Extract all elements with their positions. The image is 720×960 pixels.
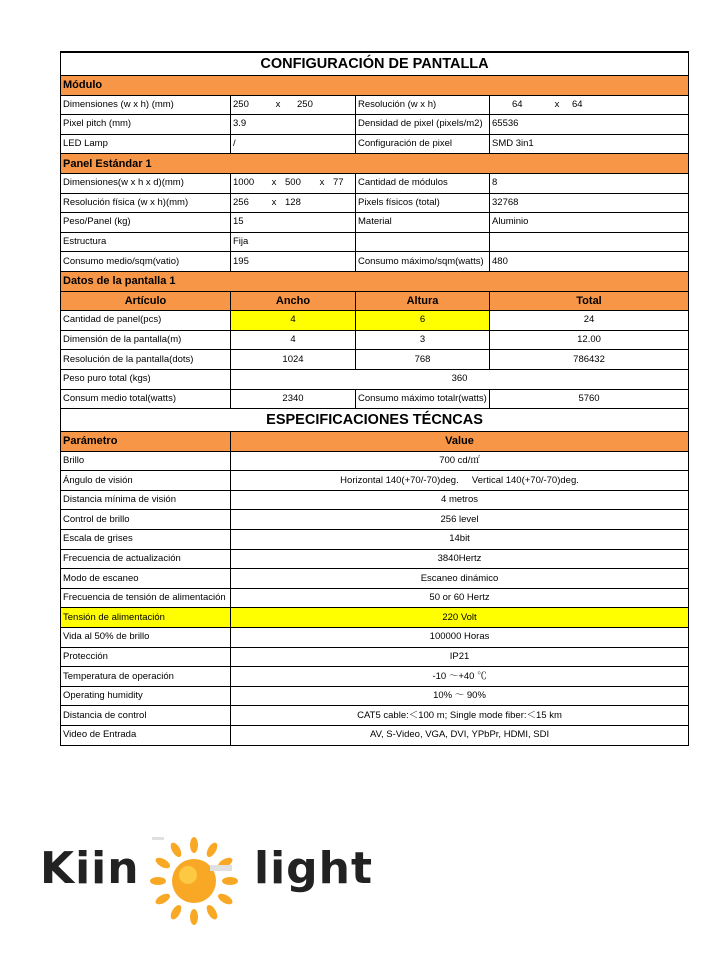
row-value: 2340 [231,389,356,409]
spec-value: 100000 Horas [231,628,689,648]
row-value: 3 [356,330,490,350]
spec-value: CAT5 cable:＜100 m; Single mode fiber:＜15 km [231,706,689,726]
spec-param: Video de Entrada [61,726,231,746]
row-value: 65536 [490,115,689,135]
row-label: Resolución de la pantalla(dots) [61,350,231,370]
row-label: Consum medio total(watts) [61,389,231,409]
row-label: Cantidad de panel(pcs) [61,311,231,331]
spec-param: Vida al 50% de brillo [61,628,231,648]
spec-param: Operating humidity [61,686,231,706]
spec-row [61,490,689,510]
spec-param: Distancia mínima de visión [61,490,231,510]
table-row [61,115,689,135]
config-table [60,51,689,746]
row-label: Densidad de pixel (pixels/m2) [356,115,490,135]
spec-value: 220 Volt [231,608,689,628]
table-row [61,134,689,154]
table-row [61,173,689,193]
panel-header: Panel Estándar 1 [61,154,689,174]
row-label: Estructura [61,232,231,252]
spec-column-headers [61,432,689,452]
row-value: 4 [231,330,356,350]
spec-param: Frecuencia de tensión de alimentación [61,588,231,608]
table-row [61,311,689,331]
row-label: Consumo máximo/sqm(watts) [356,252,490,272]
spec-value: 4 metros [231,490,689,510]
spec-value: 256 level [231,510,689,530]
row-label: Configuración de pixel [356,134,490,154]
spec-value: 14bit [231,530,689,550]
modulo-section [61,76,689,96]
module-dimensions-value: 250 x 250 [231,95,356,115]
spec-value: IP21 [231,647,689,667]
row-value: 3.9 [231,115,356,135]
row-label: Peso/Panel (kg) [61,213,231,233]
spec-row [61,549,689,569]
row-label: Resolución (w x h) [356,95,490,115]
row-label: Pixel pitch (mm) [61,115,231,135]
logo-word-right: light [254,843,374,894]
row-label [356,232,490,252]
spec-value: 700 cd/㎡ [231,451,689,471]
spec-param: Escala de grises [61,530,231,550]
spec-value: AV, S-Video, VGA, DVI, YPbPr, HDMI, SDI [231,726,689,746]
spec-row [61,608,689,628]
spec-value: Escaneo dinámico [231,569,689,589]
spec-row [61,628,689,648]
row-value: 360 [231,369,689,389]
row-label: Consumo medio/sqm(vatio) [61,252,231,272]
spec-value: 50 or 60 Hertz [231,588,689,608]
spec-row [61,530,689,550]
table-row [61,232,689,252]
row-value: 24 [490,311,689,331]
spec-param: Ángulo de visión [61,471,231,491]
row-label: Consumo máximo totalr(watts) [356,389,490,409]
spec-row [61,726,689,746]
row-label: Peso puro total (kgs) [61,369,231,389]
row-value [490,232,689,252]
row-value: 5760 [490,389,689,409]
row-value: 768 [356,350,490,370]
table-row [61,95,689,115]
column-header: Value [231,432,689,452]
spec-param: Tensión de alimentación [61,608,231,628]
table-row [61,350,689,370]
highlighted-cell: 4 [231,311,356,331]
spec-value: Horizontal 140(+70/-70)deg. Vertical 140(+70/-70)deg. [231,471,689,491]
column-header: Altura [356,291,490,311]
table-row [61,330,689,350]
spec-param: Control de brillo [61,510,231,530]
spec-row [61,686,689,706]
table-row [61,213,689,233]
column-header: Artículo [61,291,231,311]
spec-param: Protección [61,647,231,667]
logo-word-left: Kiin [40,843,140,894]
table-row [61,252,689,272]
row-value: SMD 3in1 [490,134,689,154]
spec-row [61,647,689,667]
row-value: Aluminio [490,213,689,233]
spec-param: Temperatura de operación [61,667,231,687]
spec-row [61,471,689,491]
row-label: Dimensiones (w x h) (mm) [61,95,231,115]
spec-title: ESPECIFICACIONES TÉCNCAS [61,409,689,432]
spec-row [61,510,689,530]
row-label: Resolución física (w x h)(mm) [61,193,231,213]
row-value: 8 [490,173,689,193]
table-row [61,193,689,213]
row-label: LED Lamp [61,134,231,154]
panel-dimensions-value: 1000 x 500 x 77 [231,173,356,193]
spec-param: Modo de escaneo [61,569,231,589]
row-value: 1024 [231,350,356,370]
spec-value: -10 ～+40 ℃ [231,667,689,687]
spec-row [61,451,689,471]
column-header: Ancho [231,291,356,311]
spec-title-row [61,409,689,432]
datos-section [61,271,689,291]
row-value: 32768 [490,193,689,213]
spec-value: 3840Hertz [231,549,689,569]
datos-header: Datos de la pantalla 1 [61,271,689,291]
highlighted-cell: 6 [356,311,490,331]
module-resolution-value: 64 x 64 [490,95,689,115]
spec-rows [61,451,689,745]
spec-row [61,706,689,726]
row-value: 195 [231,252,356,272]
spec-param: Brillo [61,451,231,471]
row-label: Cantidad de módulos [356,173,490,193]
spec-row [61,667,689,687]
spec-param: Distancia de control [61,706,231,726]
sun-icon [144,835,244,925]
row-label: Material [356,213,490,233]
row-label: Dimensiones(w x h x d)(mm) [61,173,231,193]
row-value: Fija [231,232,356,252]
row-label: Pixels físicos (total) [356,193,490,213]
spec-param: Frecuencia de actualización [61,549,231,569]
row-value: 15 [231,213,356,233]
spec-row [61,588,689,608]
spec-value: 10% ～ 90% [231,686,689,706]
spec-row [61,569,689,589]
row-value: / [231,134,356,154]
row-label: Dimensión de la pantalla(m) [61,330,231,350]
panel-resolution-value: 256 x 128 [231,193,356,213]
datos-column-headers [61,291,689,311]
modulo-header: Módulo [61,76,689,96]
row-value: 480 [490,252,689,272]
table-row [61,369,689,389]
column-header: Parámetro [61,432,231,452]
main-title: CONFIGURACIÓN DE PANTALLA [61,52,689,76]
table-row [61,389,689,409]
panel-section [61,154,689,174]
row-value: 12.00 [490,330,689,350]
kiinlight-logo [40,835,374,915]
main-title-row [61,52,689,76]
row-value: 786432 [490,350,689,370]
column-header: Total [490,291,689,311]
